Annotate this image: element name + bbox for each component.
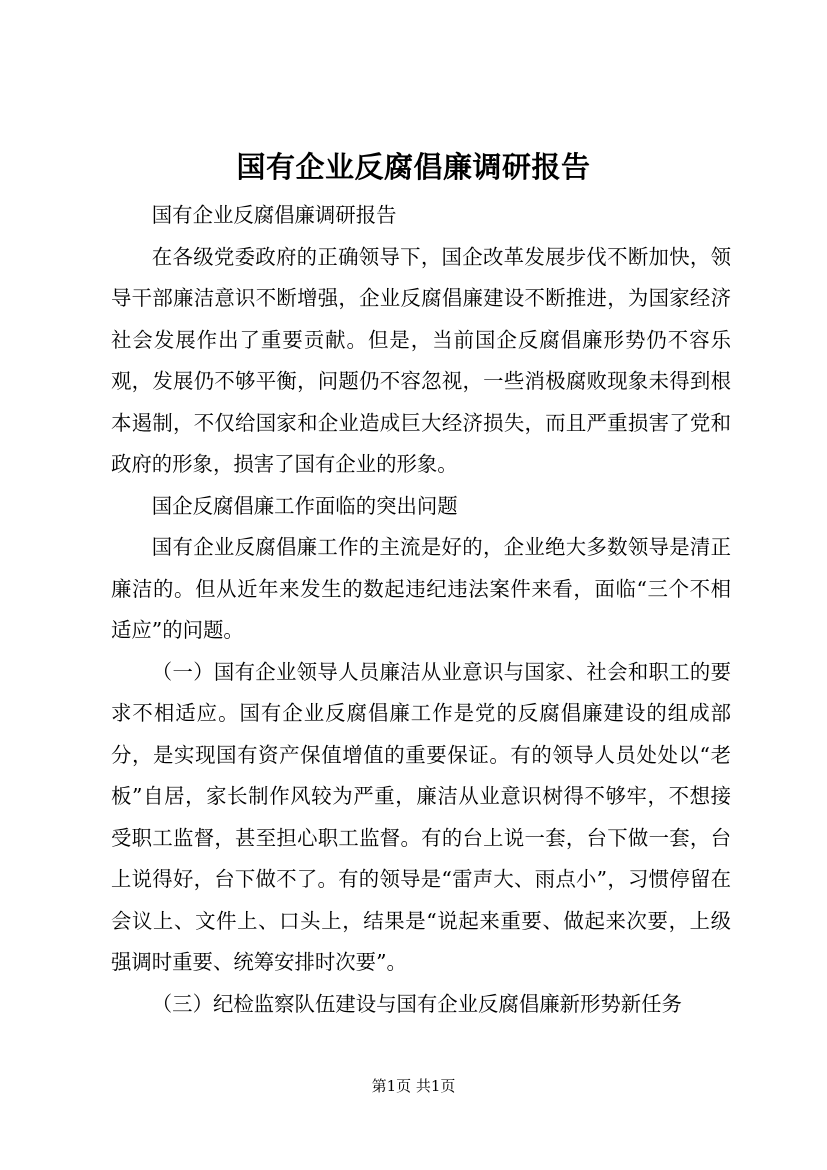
paragraph-main-issue: 国有企业反腐倡廉工作的主流是好的，企业绝大多数领导是清正廉洁的。但从近年来发生的数起违纪违法案件来看，面临“三个不相适应”的问题。 <box>111 535 731 642</box>
document-title: 国有企业反腐倡廉调研报告 <box>236 150 591 184</box>
paragraph-point-three: （三）纪检监察队伍建设与国有企业反腐倡廉新形势新任务 <box>151 991 682 1016</box>
paragraph-section-heading: 国企反腐倡廉工作面临的突出问题 <box>151 493 458 518</box>
document-body <box>111 195 731 1025</box>
paragraph-subtitle: 国有企业反腐倡廉调研报告 <box>151 203 397 227</box>
paragraph-intro: 在各级党委政府的正确领导下，国企改革发展步伐不断加快，领导干部廉洁意识不断增强，企业反腐倡廉建设不断推进，为国家经济社会发展作出了重要贡献。但是，当前国企反腐倡廉形势仍不容乐观，发展仍不够平衡，问题仍不容忽视，一些消极腐败现象未得到根本遏制，不仅给国家和企业造成巨大经济损失，而且严重损害了党和政府的形象，损害了国有企业的形象。 <box>111 244 731 476</box>
paragraph-point-one: （一）国有企业领导人员廉洁从业意识与国家、社会和职工的要求不相适应。国有企业反腐倡廉工作是党的反腐倡廉建设的组成部分，是实现国有资产保值增值的重要保证。有的领导人员处处以“老板”自居，家长制作风较为严重，廉洁从业意识树得不够牢，不想接受职工监督，甚至担心职工监督。有的台上说一套，台下做一套，台上说得好，台下做不了。有的领导是“雷声大、雨点小”，习惯停留在会议上、文件上、口头上，结果是“说起来重要、做起来次要，上级强调时重要、统筹安排时次要”。 <box>111 659 731 974</box>
page-footer: 第1页 共1页 <box>371 1077 456 1095</box>
